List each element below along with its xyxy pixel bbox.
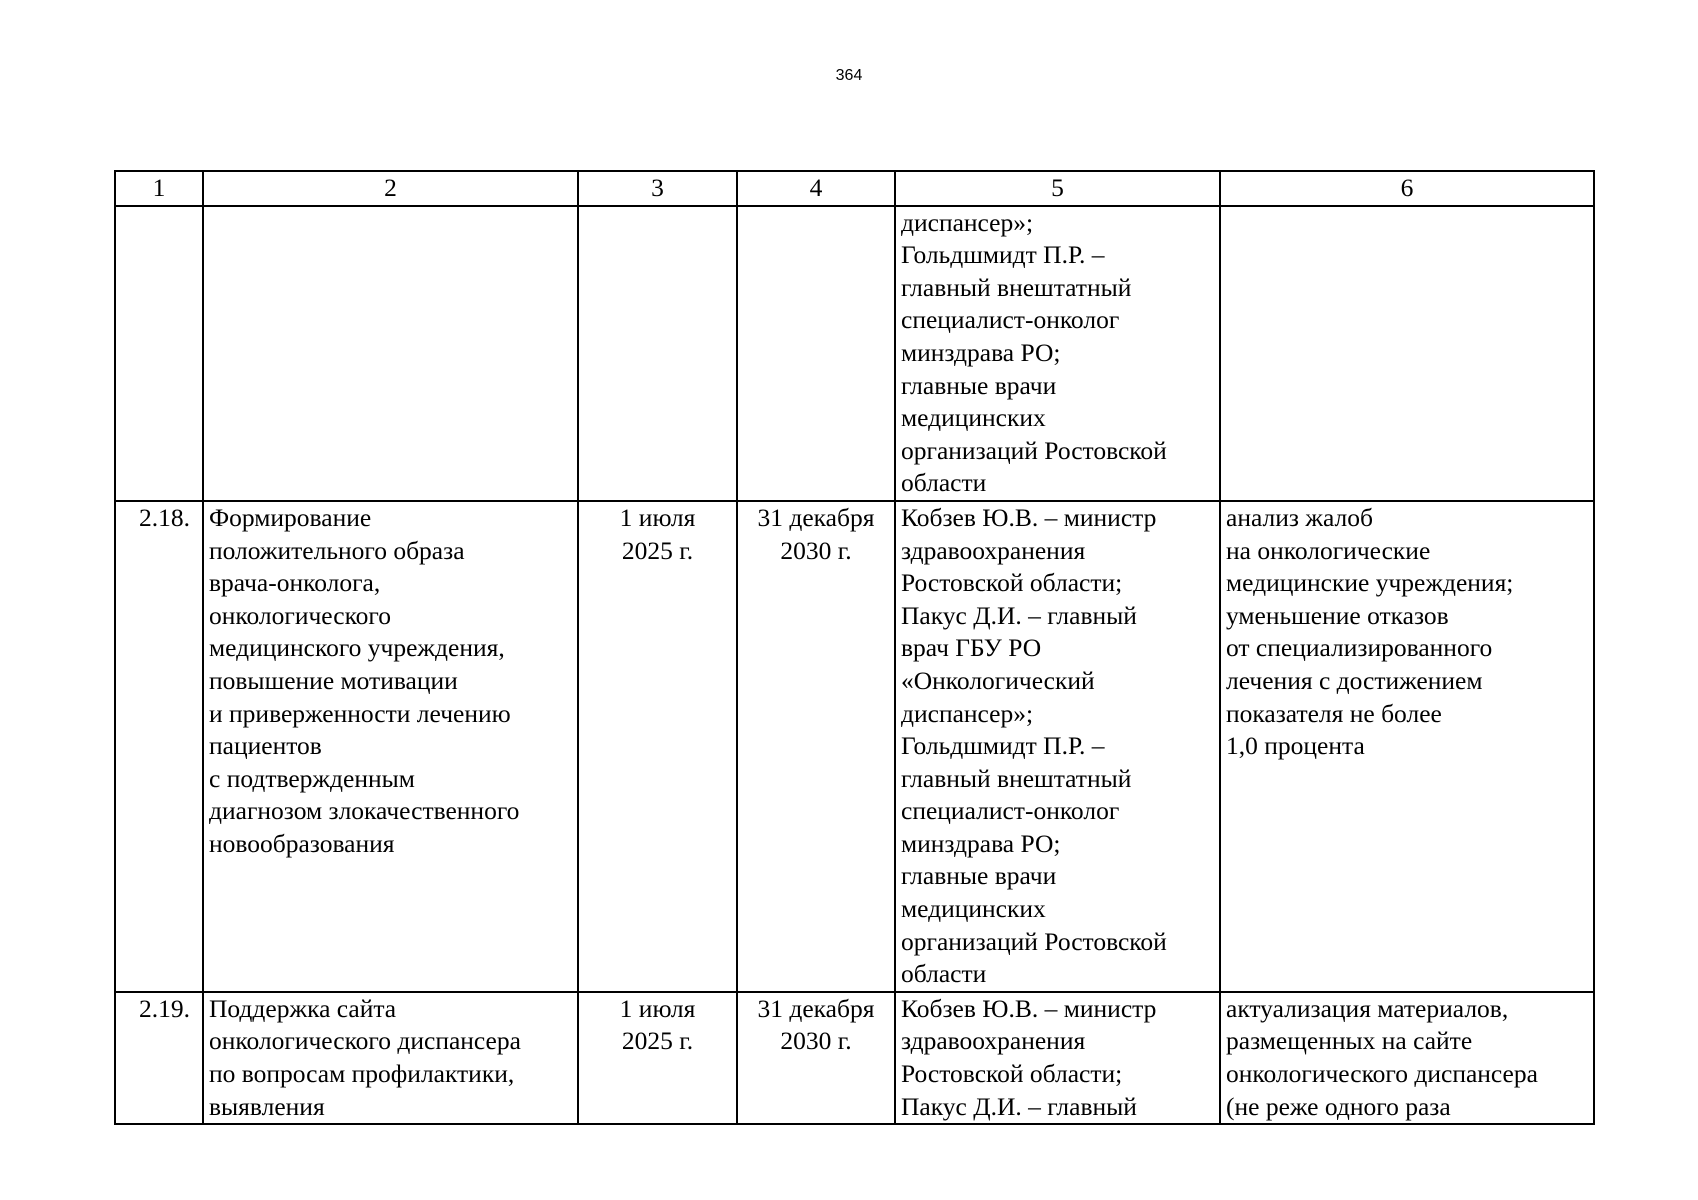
cell-text-line: диагнозом злокачественного	[209, 796, 520, 826]
header-cell: 6	[1220, 171, 1594, 206]
responsible-cell	[895, 206, 1220, 501]
cell-text-line: онкологического диспансера	[209, 1026, 521, 1056]
cell-text-line: 2025 г.	[621, 535, 694, 565]
header-row	[115, 171, 1594, 206]
cell-text-line: медицинского учреждения,	[209, 633, 505, 663]
cell-text-line: Кобзев Ю.В. – министр	[901, 993, 1157, 1023]
result-cell	[1220, 206, 1594, 501]
start-date-cell	[578, 501, 737, 992]
cell-text-line: медицинские учреждения;	[1226, 568, 1514, 598]
cell-text-line: уменьшение отказов	[1226, 600, 1449, 630]
header-cell: 2	[203, 171, 578, 206]
cell-text-line: главные врачи	[901, 861, 1057, 891]
table-row	[115, 206, 1594, 501]
cell-text-line: 2030 г.	[780, 1026, 852, 1056]
cell-text-line: Поддержка сайта	[209, 993, 397, 1023]
activity-cell	[203, 992, 578, 1124]
end-date-cell	[737, 992, 895, 1124]
cell-text-line: Кобзев Ю.В. – министр	[901, 502, 1157, 532]
cell-text-line: 31 декабря	[757, 502, 875, 532]
cell-text-line: врач ГБУ РО	[901, 633, 1042, 663]
cell-text-line: 1,0 процента	[1226, 731, 1365, 761]
cell-text-line: пациентов	[209, 731, 322, 761]
cell-text-line: специалист-онколог	[901, 796, 1120, 826]
cell-text-line: 2025 г.	[621, 1026, 694, 1056]
cell-text-line: новообразования	[209, 828, 395, 858]
cell-text-line: 31 декабря	[757, 993, 875, 1023]
cell-text-line: минздрава РО;	[901, 828, 1061, 858]
cell-text-line: Гольдшмидт П.Р. –	[901, 240, 1105, 270]
cell-text-line: лечения с достижением	[1226, 665, 1483, 695]
cell-text-line: организаций Ростовской	[901, 926, 1167, 956]
cell-text-line: специалист-онколог	[901, 305, 1120, 335]
cell-text-line: анализ жалоб	[1226, 502, 1373, 532]
plan-table	[114, 170, 1595, 1125]
cell-text-line: показателя не более	[1226, 698, 1442, 728]
cell-text-line: медицинских	[901, 403, 1046, 433]
responsible-cell	[895, 992, 1220, 1124]
cell-text-line: Ростовской области;	[901, 568, 1123, 598]
cell-text-line: главный внештатный	[901, 272, 1132, 302]
cell-text-line: врача-онколога,	[209, 568, 381, 598]
table-row	[115, 992, 1594, 1124]
cell-text-line: 1 июля	[619, 993, 696, 1023]
cell-text-line: диспансер»;	[901, 207, 1034, 237]
cell-text-line: на онкологические	[1226, 535, 1431, 565]
activity-cell	[203, 206, 578, 501]
cell-text-line: Гольдшмидт П.Р. –	[901, 731, 1105, 761]
page-number: 364	[835, 67, 863, 84]
cell-text-line: медицинских	[901, 894, 1046, 924]
cell-text-line: и приверженности лечению	[209, 698, 511, 728]
end-date-cell	[737, 501, 895, 992]
cell-text-line: повышение мотивации	[209, 665, 458, 695]
cell-text-line: 1 июля	[619, 502, 696, 532]
cell-text-line: минздрава РО;	[901, 337, 1061, 367]
cell-text-line: Ростовской области;	[901, 1059, 1123, 1089]
cell-text-line: диспансер»;	[901, 698, 1034, 728]
header-cell: 3	[578, 171, 737, 206]
header-cell: 5	[895, 171, 1220, 206]
table-body	[115, 206, 1594, 1125]
header-cell: 4	[737, 171, 895, 206]
cell-text-line: здравоохранения	[901, 535, 1086, 565]
end-date-cell	[737, 206, 895, 501]
cell-text-line: здравоохранения	[901, 1026, 1086, 1056]
cell-text-line: главный внештатный	[901, 763, 1132, 793]
cell-text-line: онкологического	[209, 600, 391, 630]
table-row	[115, 501, 1594, 992]
cell-text-line: области	[901, 959, 987, 989]
cell-text-line: по вопросам профилактики,	[209, 1059, 515, 1089]
cell-text-line: «Онкологический	[901, 665, 1095, 695]
start-date-cell	[578, 206, 737, 501]
cell-text-line: Пакус Д.И. – главный	[901, 600, 1137, 630]
cell-text-line: 2030 г.	[780, 535, 852, 565]
row-number-cell: 2.18.	[115, 501, 203, 992]
cell-text-line: размещенных на сайте	[1226, 1026, 1473, 1056]
result-cell	[1220, 501, 1594, 992]
row-number-cell	[115, 206, 203, 501]
cell-text-line: Формирование	[209, 502, 372, 532]
activity-cell	[203, 501, 578, 992]
responsible-cell	[895, 501, 1220, 992]
cell-text-line: (не реже одного раза	[1226, 1091, 1451, 1121]
cell-text-line: организаций Ростовской	[901, 435, 1167, 465]
cell-text-line: выявления	[209, 1091, 325, 1121]
start-date-cell	[578, 992, 737, 1124]
cell-text-line: Пакус Д.И. – главный	[901, 1091, 1137, 1121]
cell-text-line: области	[901, 468, 987, 498]
cell-text-line: с подтвержденным	[209, 763, 415, 793]
header-cell: 1	[115, 171, 203, 206]
result-cell	[1220, 992, 1594, 1124]
cell-text-line: онкологического диспансера	[1226, 1059, 1538, 1089]
cell-text-line: от специализированного	[1226, 633, 1493, 663]
row-number-cell: 2.19.	[115, 992, 203, 1124]
cell-text-line: положительного образа	[209, 535, 465, 565]
cell-text-line: главные врачи	[901, 370, 1057, 400]
cell-text-line: актуализация материалов,	[1226, 993, 1509, 1023]
